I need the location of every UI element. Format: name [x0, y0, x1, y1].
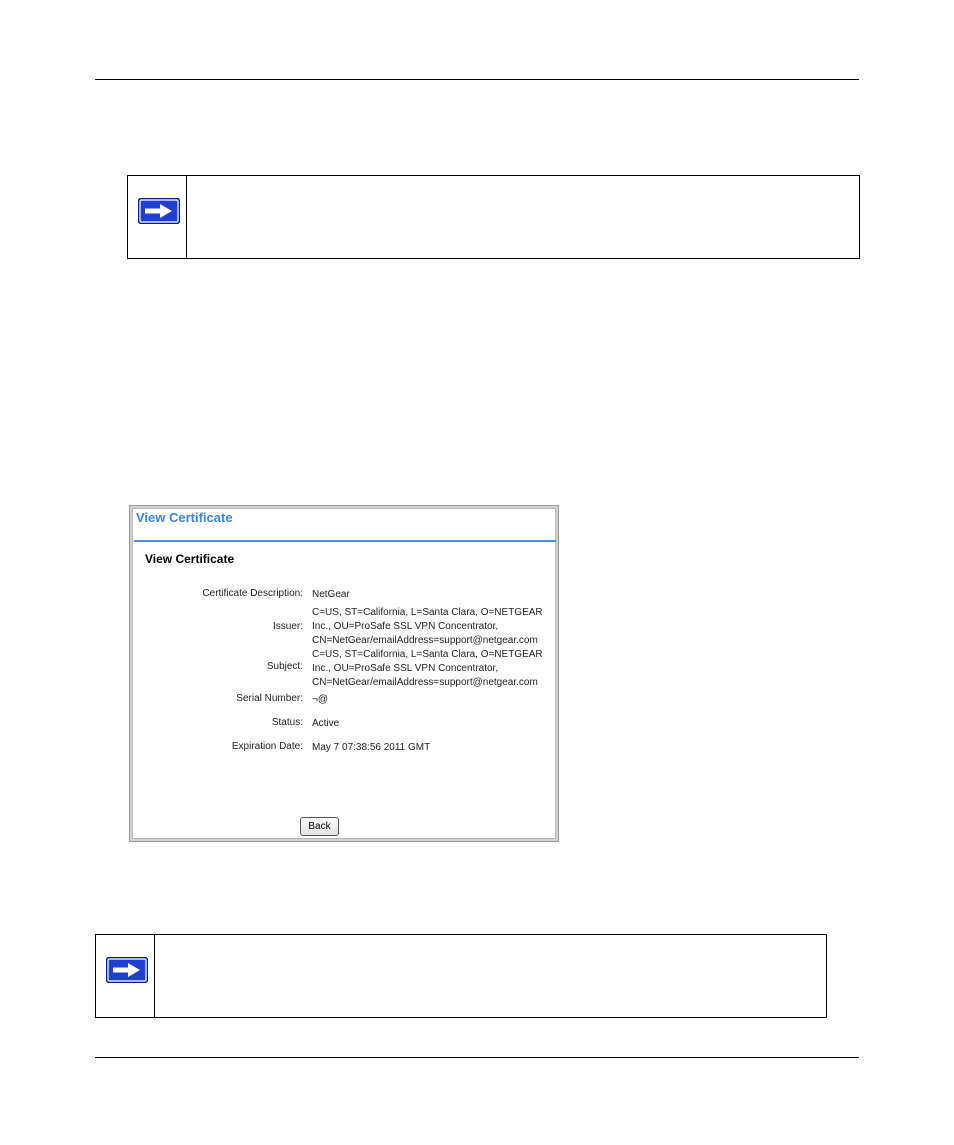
value-line: Inc., OU=ProSafe SSL VPN Concentrator, [312, 663, 499, 674]
note-icon-cell [128, 176, 187, 258]
footer-rule [95, 1057, 859, 1058]
label-issuer: Issuer: [272, 621, 303, 632]
value-line: CN=NetGear/emailAddress=support@netgear.com [312, 635, 538, 646]
label-subject: Subject: [266, 661, 303, 672]
window-title: View Certificate [136, 510, 233, 525]
arrow-right-icon [138, 198, 180, 224]
label-certificate-description: Certificate Description: [202, 588, 303, 599]
value-serial-number [312, 693, 328, 707]
back-button[interactable]: Back [300, 817, 339, 836]
arrow-right-icon [106, 957, 148, 983]
value-subject [312, 648, 543, 690]
value-issuer [312, 606, 543, 648]
section-heading: View Certificate [145, 552, 235, 566]
value-line: Inc., OU=ProSafe SSL VPN Concentrator, [312, 621, 499, 632]
note-box-2 [95, 934, 827, 1018]
note-box-1 [127, 175, 860, 259]
value-line: NetGear [312, 589, 350, 600]
note-icon-cell [96, 935, 155, 1017]
value-line: ¬@ [312, 694, 328, 705]
value-line: Active [312, 718, 340, 729]
header-rule [95, 79, 859, 80]
label-status: Status: [271, 717, 303, 728]
value-line: CN=NetGear/emailAddress=support@netgear.com [312, 677, 538, 688]
value-status [312, 717, 339, 731]
value-line: C=US, ST=California, L=Santa Clara, O=NETGEAR [312, 607, 543, 618]
view-certificate-screenshot [129, 505, 559, 842]
label-serial-number: Serial Number: [236, 693, 303, 704]
value-line: May 7 07:38:56 2011 GMT [312, 742, 431, 753]
value-certificate-description [312, 588, 350, 602]
value-expiration-date [312, 741, 430, 755]
title-divider [134, 540, 556, 542]
label-expiration-date: Expiration Date: [231, 741, 303, 752]
value-line: C=US, ST=California, L=Santa Clara, O=NETGEAR [312, 649, 543, 660]
